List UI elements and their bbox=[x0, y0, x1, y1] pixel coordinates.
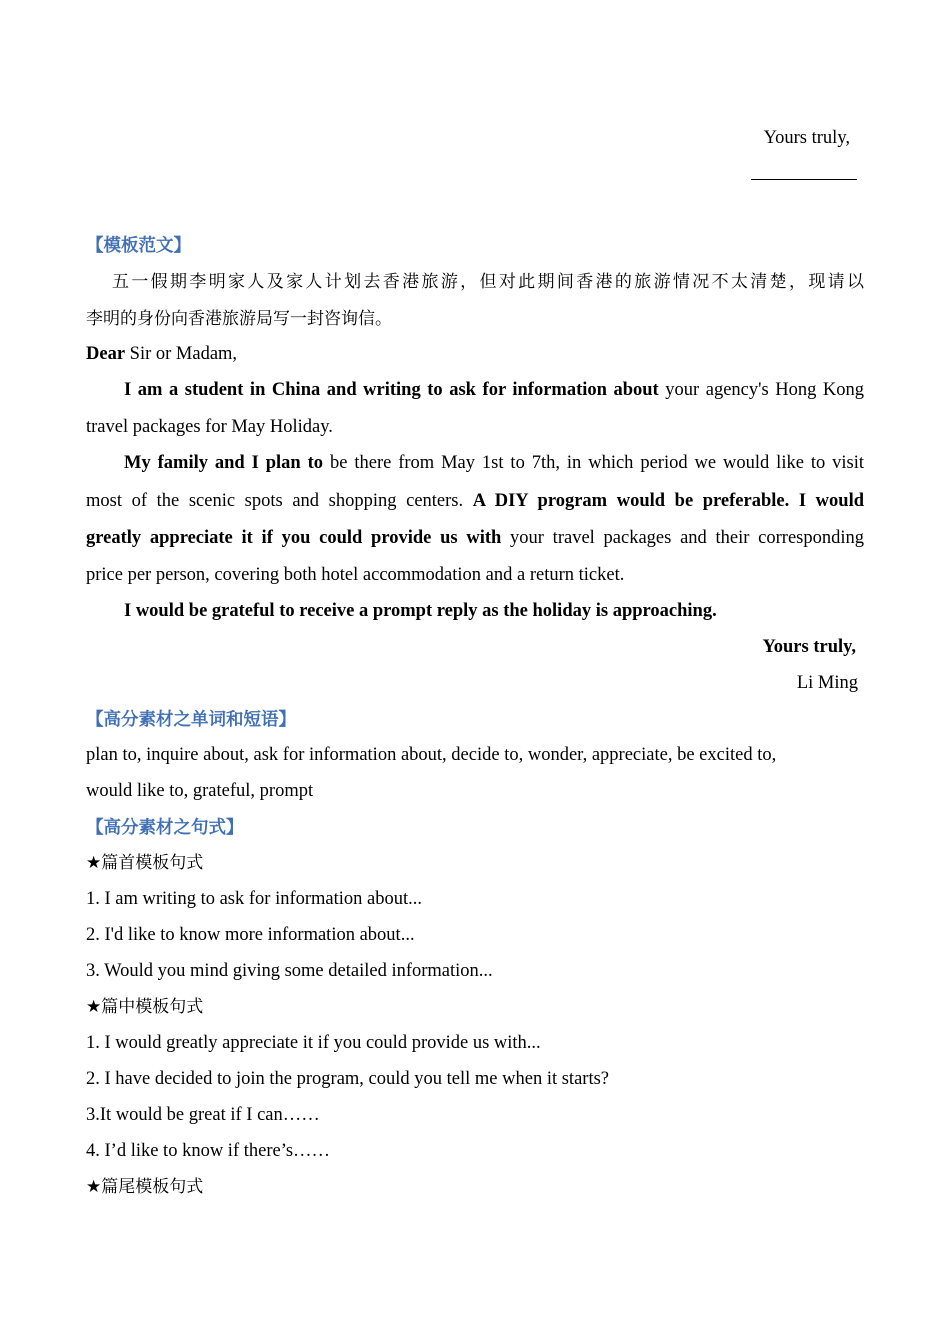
ending-patterns-title: ★篇尾模板句式 bbox=[86, 1177, 204, 1197]
paragraph2-line2 bbox=[86, 489, 864, 513]
p1-bold: I am a student in China and writing to ask for information about bbox=[124, 380, 659, 400]
salutation bbox=[86, 342, 864, 366]
paragraph1-line1 bbox=[124, 378, 864, 402]
letter-signature: Li Ming bbox=[796, 673, 858, 693]
prompt-cn-line1: 五一假期李明家人及家人计划去香港旅游，但对此期间香港的旅游情况不太清楚，现请以 bbox=[112, 272, 864, 292]
vocab-line2: would like to, grateful, prompt bbox=[86, 781, 314, 801]
paragraph3: I would be grateful to receive a prompt reply as the holiday is approaching. bbox=[124, 601, 717, 621]
opening-pattern-2: 2. I'd like to know more information about... bbox=[86, 925, 415, 945]
middle-pattern-2: 2. I have decided to join the program, could you tell me when it starts? bbox=[86, 1069, 609, 1089]
middle-pattern-1: 1. I would greatly appreciate it if you could provide us with... bbox=[86, 1033, 541, 1053]
p2-bold1: My family and I plan to bbox=[124, 453, 324, 473]
salutation-bold: Dear bbox=[86, 344, 126, 364]
salutation-rest: Sir or Madam, bbox=[125, 344, 238, 364]
p1-rest: your agency's Hong Kong bbox=[658, 380, 864, 400]
signature-blank-line bbox=[751, 179, 857, 180]
vocab-line1: plan to, inquire about, ask for information about, decide to, wonder, appreciate, be excited to, bbox=[86, 745, 777, 765]
paragraph2-line3 bbox=[86, 526, 864, 550]
vocab-heading: 【高分素材之单词和短语】 bbox=[86, 710, 296, 730]
prompt-cn-line2: 李明的身份向香港旅游局写一封咨询信。 bbox=[86, 309, 392, 329]
sentences-heading: 【高分素材之句式】 bbox=[86, 818, 244, 838]
opening-patterns-title: ★篇首模板句式 bbox=[86, 853, 204, 873]
opening-pattern-3: 3. Would you mind giving some detailed information... bbox=[86, 961, 493, 981]
middle-patterns-title: ★篇中模板句式 bbox=[86, 997, 204, 1017]
letter-closing: Yours truly, bbox=[762, 637, 856, 657]
p2-line2-normal: most of the scenic spots and shopping centers. bbox=[86, 491, 473, 511]
paragraph2-line4: price per person, covering both hotel accommodation and a return ticket. bbox=[86, 565, 625, 585]
paragraph2-line1 bbox=[124, 451, 864, 475]
p2-line3-rest: your travel packages and their corresponding bbox=[501, 528, 864, 548]
template-heading: 【模板范文】 bbox=[86, 236, 191, 256]
middle-pattern-4: 4. I’d like to know if there’s…… bbox=[86, 1141, 331, 1161]
p2-line3-bold: greatly appreciate it if you could provide us with bbox=[86, 528, 502, 548]
middle-pattern-3: 3.It would be great if I can…… bbox=[86, 1105, 320, 1125]
p2-rest1: be there from May 1st to 7th, in which period we would like to visit bbox=[323, 453, 865, 473]
paragraph1-line2: travel packages for May Holiday. bbox=[86, 417, 333, 437]
top-closing: Yours truly, bbox=[763, 128, 850, 148]
p2-line2-bold: A DIY program would be preferable. I would bbox=[472, 491, 864, 511]
opening-pattern-1: 1. I am writing to ask for information about... bbox=[86, 889, 423, 909]
